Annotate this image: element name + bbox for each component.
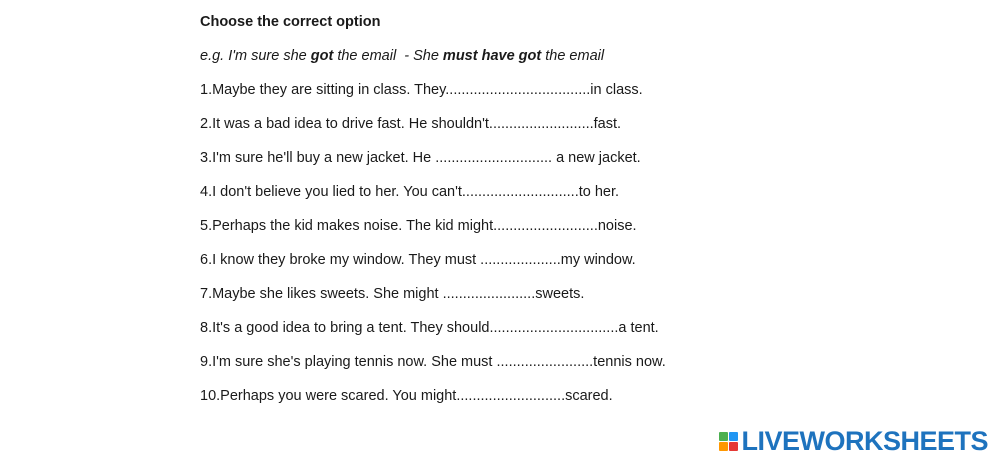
liveworksheets-logo-icon (719, 432, 738, 451)
exercise-item-2: 2.It was a bad idea to drive fast. He shouldn't..........................fast. (200, 116, 622, 132)
example-part-3: the email - She (333, 48, 443, 64)
logo-text: LIVEWORKSHEETS (741, 426, 988, 456)
exercise-item-6: 6.I know they broke my window. They must ....................my window. (200, 252, 636, 268)
example-part-4: must have got (442, 48, 542, 64)
logo-square-4 (729, 442, 738, 451)
exercise-item-4: 4.I don't believe you lied to her. You can't.............................to her. (200, 184, 620, 200)
example-part-5: the email (541, 48, 605, 64)
logo-square-1 (719, 432, 728, 441)
example-part-2: got (310, 48, 334, 64)
exercise-item-7: 7.Maybe she likes sweets. She might .......................sweets. (200, 286, 585, 302)
liveworksheets-logo (719, 428, 988, 455)
example-sentence (200, 44, 760, 68)
worksheet-title: Choose the correct option (200, 14, 381, 30)
logo-square-3 (719, 442, 728, 451)
exercise-item-10: 10.Perhaps you were scared. You might...........................scared. (200, 388, 613, 404)
worksheet (200, 10, 760, 418)
exercise-item-9: 9.I'm sure she's playing tennis now. She must ........................tennis now. (200, 354, 666, 370)
exercise-item-3: 3.I'm sure he'll buy a new jacket. He ............................. a new jacket. (200, 150, 641, 166)
exercise-item-8: 8.It's a good idea to bring a tent. They should................................a tent. (200, 320, 659, 336)
example-part-1: e.g. I'm sure she (200, 48, 311, 64)
exercise-item-1: 1.Maybe they are sitting in class. They....................................in class. (200, 82, 643, 98)
exercise-list (200, 78, 760, 408)
logo-square-2 (729, 432, 738, 441)
exercise-item-5: 5.Perhaps the kid makes noise. The kid might..........................noise. (200, 218, 637, 234)
